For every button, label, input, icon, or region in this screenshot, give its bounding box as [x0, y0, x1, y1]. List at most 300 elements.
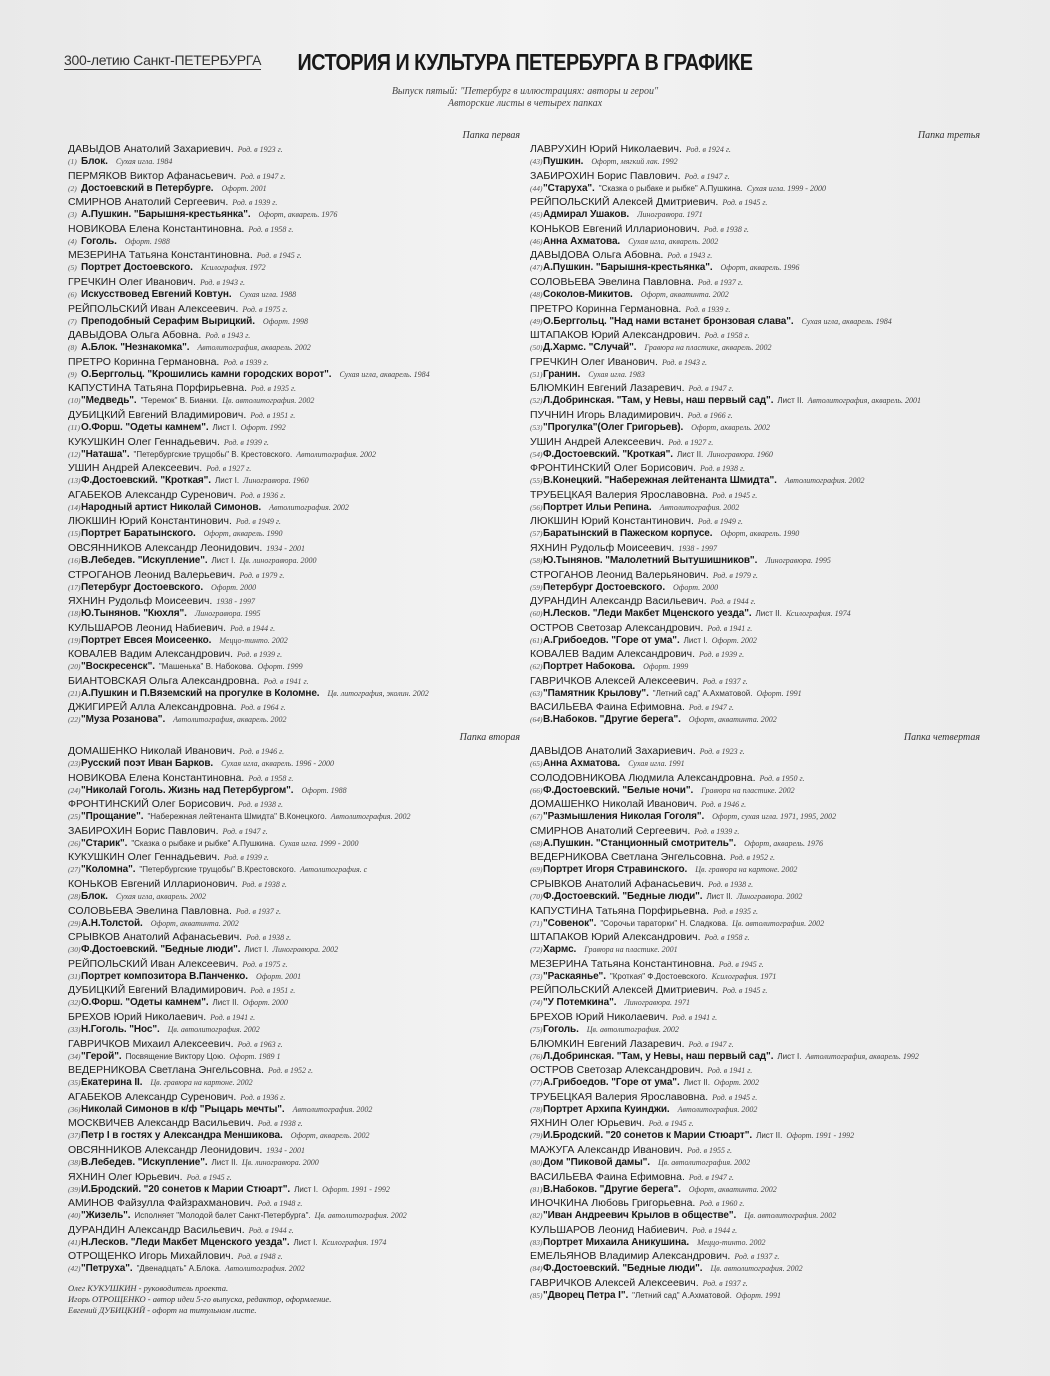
entry-work-line: [68, 1263, 520, 1275]
entry-author-line: [530, 249, 980, 262]
work-note: "Летний сад" А.Ахматовой.: [632, 1290, 732, 1300]
entry-work-line: [530, 289, 980, 301]
entry-work-line: [530, 555, 980, 567]
author-dates: Род. в 1947 г.: [688, 1039, 734, 1049]
work-title: "Николай Гоголь. Жизнь над Петербургом".: [81, 784, 294, 796]
entry-work-line: [530, 891, 980, 903]
work-technique: Цв. автолитография. 2002: [657, 1157, 751, 1167]
author-name: СМИРНОВ Анатолий Сергеевич.: [530, 824, 691, 837]
work-note: "Кроткая" Ф.Достоевского.: [609, 971, 708, 981]
entry-author-line: [530, 745, 980, 758]
work-technique: Офорт. 1999: [257, 662, 303, 672]
work-number: (85): [530, 1290, 543, 1300]
entry-author-line: [68, 1197, 520, 1210]
work-technique: Цв. автолитография. 2002: [586, 1025, 679, 1034]
author-dates: Род. в 1924 г.: [685, 145, 731, 154]
author-name: ЯХНИН Олег Юрьевич.: [530, 1117, 645, 1130]
entry-author-line: [530, 1197, 980, 1210]
author-name: ЗАБИРОХИН Борис Павлович.: [68, 824, 219, 837]
author-dates: Род. в 1941 г.: [210, 1013, 256, 1022]
catalog-entry: [68, 249, 520, 276]
entry-author-line: [530, 825, 980, 838]
author-dates: Род. в 1923 г.: [237, 145, 283, 154]
entry-author-line: [68, 303, 520, 316]
work-number: (19): [68, 635, 81, 645]
work-number: (24): [68, 785, 81, 795]
work-note: "Сорочьи тараторки" Н. Сладкова.: [600, 918, 729, 928]
work-number: (27): [68, 865, 81, 875]
entry-work-line: [530, 342, 980, 354]
work-technique: Цв. автолитография. 2002: [710, 1264, 803, 1274]
author-name: БИАНТОВСКАЯ Ольга Александровна.: [68, 674, 260, 687]
entry-work-line: [68, 1024, 520, 1036]
work-technique: Ксилография. 1974: [321, 1237, 387, 1247]
author-name: ФРОНТИНСКИЙ Олег Борисович.: [68, 798, 234, 811]
work-technique: Линогравюра. 1995: [194, 609, 261, 619]
work-number: (11): [68, 422, 80, 432]
author-dates: Род. в 1963 г.: [237, 1039, 283, 1049]
author-name: ДОМАШЕНКО Николай Иванович.: [530, 798, 698, 811]
entry-work-line: [530, 714, 980, 726]
author-dates: Род. в 1946 г.: [701, 800, 747, 810]
author-dates: Род. в 1936 г.: [240, 490, 286, 500]
author-name: РЕЙПОЛЬСКИЙ Алексей Дмитриевич.: [530, 196, 719, 209]
catalog-entry: [530, 825, 980, 852]
entry-work-line: [530, 449, 980, 461]
entry-author-line: [530, 409, 980, 422]
work-number: (57): [530, 529, 543, 539]
entry-author-line: [68, 905, 520, 918]
author-name: КУКУШКИН Олег Геннадьевич.: [68, 851, 220, 864]
entry-author-line: [530, 772, 980, 785]
author-dates: Род. в 1947 г.: [688, 384, 734, 394]
author-name: БРЕХОВ Юрий Николаевич.: [530, 1011, 669, 1023]
author-name: ГАВРИЧКОВ Алексей Алексеевич.: [530, 674, 699, 687]
work-title: Ф.Достоевский. "Бедные люди".: [81, 944, 241, 956]
author-name: БЛЮМКИН Евгений Лазаревич.: [530, 382, 685, 395]
entry-author-line: [68, 489, 520, 502]
catalog-entry: [530, 648, 980, 675]
entry-author-line: [530, 1038, 980, 1051]
work-number: (48): [530, 289, 543, 299]
entry-work-line: [68, 342, 520, 354]
author-dates: Род. в 1945 г.: [256, 251, 302, 261]
credit-line: Игорь ОТРОЩЕНКО - автор идеи 5-го выпуска, редактор, оформление.: [68, 1294, 332, 1304]
work-title: "Герой".: [81, 1050, 122, 1062]
work-number: (50): [530, 343, 543, 353]
work-number: (35): [68, 1078, 81, 1088]
work-number: (59): [530, 582, 543, 592]
work-number: (3): [68, 210, 77, 220]
work-number: (83): [530, 1237, 543, 1247]
work-title: В.Набоков. "Другие берега".: [543, 714, 681, 726]
entry-author-line: [68, 196, 520, 209]
work-technique: Линогравюра. 1960: [243, 476, 309, 486]
work-technique: Офорт. 1988: [301, 785, 347, 795]
work-technique: Сухая игла. 1988: [239, 289, 297, 299]
entry-author-line: [68, 1064, 520, 1077]
work-number: (25): [68, 812, 81, 822]
work-technique: Офорт. 1991: [735, 1290, 781, 1300]
catalog-entry: [530, 878, 980, 905]
entry-author-line: [530, 382, 980, 395]
author-dates: Род. в 1944 г.: [248, 1225, 294, 1235]
work-title: "Коломна".: [81, 864, 136, 876]
entry-author-line: [68, 1091, 520, 1104]
entry-author-line: [68, 648, 520, 661]
work-title: "Дворец Петра I".: [543, 1289, 629, 1301]
catalog-entry: [530, 1038, 980, 1065]
work-number: (29): [68, 918, 81, 928]
catalog-entry: [530, 931, 980, 958]
entry-author-line: [68, 1117, 520, 1130]
catalog-entry: [68, 1064, 520, 1091]
catalog-entry: [530, 1011, 980, 1038]
work-title: Портрет Евсея Моисеенко.: [81, 634, 212, 646]
work-title: Портрет композитора В.Панченко.: [81, 970, 248, 982]
author-dates: Род. в 1958 г.: [248, 773, 294, 783]
author-name: РЕЙПОЛЬСКИЙ Алексей Дмитриевич.: [530, 984, 719, 997]
author-dates: Род. в 1944 г.: [710, 597, 756, 607]
catalog-entry: [68, 170, 520, 197]
entry-work-line: [530, 758, 980, 770]
work-note: Лист I.: [294, 1184, 319, 1194]
entry-work-line: [68, 758, 520, 770]
entry-work-line: [68, 944, 520, 956]
entry-work-line: [68, 422, 520, 434]
catalog-entry: [530, 329, 980, 356]
work-title: Ф.Достоевский. "Бедные люди".: [543, 891, 703, 903]
work-number: (1): [68, 157, 77, 166]
author-name: БЛЮМКИН Евгений Лазаревич.: [530, 1037, 685, 1050]
work-technique: Офорт. 1991: [756, 688, 802, 698]
work-title: "Размышления Николая Гоголя".: [543, 811, 705, 823]
author-name: ИНОЧКИНА Любовь Григорьевна.: [530, 1197, 696, 1210]
work-number: (67): [530, 812, 543, 822]
author-name: КОВАЛЕВ Вадим Александрович.: [530, 648, 696, 661]
work-title: "Совенок".: [543, 917, 597, 929]
catalog-entry: [68, 1144, 520, 1171]
author-dates: Род. в 1938 г.: [700, 464, 746, 474]
work-note: Лист I.: [244, 945, 269, 955]
page-title: ИСТОРИЯ И КУЛЬТУРА ПЕТЕРБУРГА В ГРАФИКЕ: [297, 49, 753, 75]
entry-author-line: [530, 436, 980, 449]
work-technique: Офорт, акватинта. 2002: [640, 289, 729, 299]
entry-author-line: [530, 958, 980, 971]
work-number: (71): [530, 918, 543, 928]
work-technique: Автолитография. 2002: [225, 1264, 305, 1274]
catalog-entry: [68, 409, 520, 436]
work-title: Достоевский в Петербурге.: [81, 182, 214, 194]
work-note: Посвящение Виктору Цою.: [125, 1051, 226, 1061]
entry-work-line: [530, 395, 980, 407]
entry-work-line: [68, 262, 520, 274]
entry-work-line: [68, 1104, 520, 1116]
catalog-entry: [68, 958, 520, 985]
catalog-entry: [530, 1250, 980, 1277]
author-dates: Род. в 1945 г.: [718, 959, 764, 969]
work-technique: Офорт, акварель. 1990: [203, 529, 283, 539]
work-title: Анна Ахматова.: [543, 758, 621, 770]
work-title: Н.Лесков. "Леди Макбет Мценского уезда".: [81, 1236, 290, 1248]
catalog-entry: [530, 595, 980, 622]
work-title: А.Блок. "Незнакомка".: [81, 342, 190, 354]
author-dates: Род. в 1947 г.: [684, 171, 730, 181]
entry-author-line: [68, 542, 520, 555]
entry-author-line: [68, 436, 520, 449]
right-column: [530, 129, 980, 1304]
entry-author-line: [530, 675, 980, 688]
author-name: ДАВЫДОВ Анатолий Захариевич.: [68, 143, 234, 155]
work-technique: Цв. автолитография. 2002: [732, 918, 825, 928]
author-name: ЛЮКШИН Юрий Константинович.: [530, 515, 694, 528]
work-title: "Старик".: [81, 837, 128, 849]
work-technique: Офорт. 1991 - 1992: [322, 1184, 390, 1194]
work-number: (54): [530, 449, 543, 459]
work-title: И.Бродский. "20 сонетов к Марии Стюарт".: [81, 1183, 291, 1195]
work-technique: Офорт, акварель. 1996: [720, 263, 800, 273]
work-title: Народный артист Николай Симонов.: [81, 501, 262, 513]
work-note: Лист II.: [777, 396, 804, 406]
folder-heading: Папка третья: [917, 130, 980, 141]
work-title: "Памятник Крылову".: [543, 687, 649, 699]
author-dates: Род. в 1948 г.: [237, 1252, 283, 1262]
work-technique: Цв. гравюра на картоне. 2002: [695, 865, 798, 875]
work-title: "Прощание".: [81, 811, 144, 823]
entry-work-line: [68, 997, 520, 1009]
work-technique: Автолитография. с: [299, 865, 368, 875]
work-number: (31): [68, 971, 81, 981]
work-note: Лист II.: [676, 449, 704, 459]
entry-author-line: [68, 984, 520, 997]
work-number: (45): [530, 210, 543, 220]
author-name: ДУБИЦКИЙ Евгений Владимирович.: [68, 408, 247, 421]
entry-work-line: [530, 944, 980, 956]
author-dates: Род. в 1939 г.: [223, 357, 269, 367]
work-technique: Линогравюра. 1995: [765, 555, 831, 565]
entry-author-line: [530, 984, 980, 997]
author-name: СРЫВКОВ Анатолий Афанасьевич.: [68, 931, 243, 944]
credits: [68, 1283, 508, 1316]
work-title: Пушкин.: [543, 156, 584, 167]
catalog-entry: [68, 772, 520, 799]
work-technique: Линогравюра. 1971: [637, 210, 703, 220]
work-number: (68): [530, 838, 543, 848]
work-note: "Набережная лейтенанта Шмидта" В.Конецкого.: [147, 812, 327, 822]
entry-author-line: [68, 249, 520, 262]
work-number: (34): [68, 1051, 81, 1061]
author-dates: Род. в 1945 г.: [722, 198, 768, 208]
entry-author-line: [68, 1250, 520, 1263]
author-name: ПРЕТРО Коринна Германовна.: [530, 302, 682, 315]
author-dates: Род. в 1937 г.: [702, 1278, 748, 1288]
entry-work-line: [68, 316, 520, 328]
author-dates: Род. в 1979 г.: [239, 570, 285, 580]
work-title: Соколов-Микитов.: [543, 288, 633, 300]
work-note: Лист I.: [214, 476, 240, 486]
author-name: ОСТРОВ Светозар Александрович.: [530, 621, 704, 634]
author-dates: 1938 - 1997: [678, 543, 718, 553]
entry-work-line: [530, 502, 980, 514]
subtitle-issue: Выпуск пятый: "Петербург в иллюстрациях: авторы и герои": [391, 86, 659, 97]
work-number: (61): [530, 635, 543, 645]
author-name: ЕМЕЛЬЯНОВ Владимир Александрович.: [530, 1250, 731, 1263]
entry-author-line: [68, 701, 520, 714]
entry-author-line: [68, 1011, 520, 1024]
author-name: ОТРОЩЕНКО Игорь Михайлович.: [68, 1250, 234, 1263]
catalog-entry: [68, 825, 520, 852]
work-technique: Офорт, сухая игла. 1971, 1995, 2002: [712, 812, 837, 822]
author-name: СТРОГАНОВ Леонид Валерьевич.: [68, 568, 236, 581]
entry-work-line: [530, 422, 980, 434]
work-title: О.Форш. "Одеты камнем".: [81, 997, 209, 1009]
work-title: А.Пушкин. "Барышня-крестьянка".: [543, 262, 713, 274]
author-dates: 1934 - 2001: [266, 1145, 305, 1155]
catalog-entry: [68, 569, 520, 596]
work-technique: Сухая игла. 1984: [115, 157, 173, 166]
author-dates: Род. в 1958 г.: [248, 224, 294, 234]
entry-work-line: [530, 1051, 980, 1063]
entry-work-line: [530, 688, 980, 700]
work-title: О.Берггольц. "Над нами встанет бронзовая слава".: [543, 315, 794, 327]
entry-work-line: [530, 582, 980, 594]
work-note: "Теремок" В. Бианки.: [140, 396, 219, 406]
work-title: "Муза Розанова".: [81, 714, 166, 726]
catalog-entry: [68, 1171, 520, 1198]
work-title: "Воскресенск".: [81, 661, 155, 673]
work-title: "Петруха".: [81, 1263, 133, 1275]
work-note: "Петербургские трущобы" В. Крестовского.: [133, 449, 293, 459]
entry-author-line: [68, 462, 520, 475]
entry-work-line: [68, 1130, 520, 1142]
work-technique: Сухая игла, акварель. 2002: [115, 892, 206, 902]
catalog-entry: [68, 1224, 520, 1251]
work-number: (20): [68, 662, 81, 672]
work-title: Петр I в гостях у Александра Меншикова.: [81, 1130, 283, 1142]
catalog-entry: [530, 249, 980, 276]
work-technique: Сухая игла, акварель. 2002: [628, 236, 719, 246]
entry-author-line: [68, 515, 520, 528]
work-technique: Цв. линогравюра. 2000: [239, 555, 317, 565]
entry-author-line: [68, 958, 520, 971]
author-dates: Род. в 1975 г.: [242, 304, 288, 314]
entry-author-line: [68, 622, 520, 635]
work-note: "Петербургские трущобы" В.Крестовского.: [139, 865, 296, 875]
work-title: Портрет Набокова.: [543, 661, 636, 673]
work-note: Исполняет "Молодой балет Санкт-Петербурга".: [134, 1211, 311, 1221]
author-name: ЯХНИН Рудольф Моисеевич.: [68, 595, 213, 608]
catalog-entry: [68, 542, 520, 569]
author-dates: Род. в 1945 г.: [712, 490, 758, 500]
work-technique: Офорт. 1988: [124, 236, 170, 246]
work-technique: Офорт. 2002: [713, 1078, 760, 1088]
author-name: НОВИКОВА Елена Константиновна.: [68, 222, 245, 235]
work-technique: Сухая игла. 1999 - 2000: [279, 838, 359, 848]
work-technique: Сухая игла. 1991: [628, 759, 685, 769]
author-dates: Род. в 1947 г.: [688, 703, 734, 713]
work-note: Лист II.: [683, 1078, 710, 1088]
author-dates: Род. в 1960 г.: [699, 1199, 745, 1209]
catalog-entry: [68, 851, 520, 878]
work-number: (42): [68, 1264, 81, 1274]
entry-author-line: [530, 648, 980, 661]
work-technique: Офорт. 1991 - 1992: [786, 1131, 855, 1141]
author-dates: Род. в 1939 г.: [237, 650, 283, 660]
work-number: (47): [530, 263, 543, 273]
entry-work-line: [68, 1157, 520, 1169]
entry-author-line: [530, 1224, 980, 1237]
author-dates: 1938 - 1997: [216, 597, 256, 607]
author-name: ДАВЫДОВА Ольга Абовна.: [530, 249, 664, 262]
entry-author-line: [530, 489, 980, 502]
catalog-entry: [68, 489, 520, 516]
entry-author-line: [68, 1171, 520, 1184]
entry-author-line: [530, 276, 980, 289]
work-title: Портрет Баратынского.: [81, 528, 196, 540]
catalog-entry: [68, 436, 520, 463]
author-name: НОВИКОВА Елена Константиновна.: [68, 771, 245, 784]
work-number: (79): [530, 1131, 543, 1141]
catalog-entry: [530, 196, 980, 223]
work-title: А.Пушкин и П.Вяземский на прогулке в Коломне.: [81, 687, 320, 699]
entry-author-line: [68, 1038, 520, 1051]
work-title: Портрет Достоевского.: [81, 262, 193, 274]
work-technique: Офорт, акварель. 1990: [720, 529, 800, 539]
author-name: ТРУБЕЦКАЯ Валерия Ярославовна.: [530, 488, 709, 501]
entry-author-line: [530, 462, 980, 475]
work-number: (37): [68, 1131, 81, 1141]
author-name: КУЛЬШАРОВ Леонид Набиевич.: [68, 621, 227, 634]
catalog-entry: [530, 436, 980, 463]
author-dates: Род. в 1966 г.: [687, 410, 733, 420]
work-title: Николай Симонов в к/ф "Рыцарь мечты".: [81, 1103, 285, 1115]
work-technique: Автолитография, акварель. 2002: [197, 343, 311, 353]
entry-author-line: [530, 622, 980, 635]
entry-work-line: [68, 714, 520, 726]
work-technique: Линогравюра. 1960: [707, 449, 773, 459]
entry-author-line: [68, 382, 520, 395]
author-name: ОВСЯННИКОВ Александр Леонидович.: [68, 1143, 263, 1156]
author-dates: Род. в 1947 г.: [688, 1172, 734, 1182]
entry-author-line: [68, 223, 520, 236]
entry-author-line: [530, 1277, 980, 1290]
catalog-entry: [530, 675, 980, 702]
entry-work-line: [68, 183, 520, 195]
work-number: (84): [530, 1264, 543, 1274]
author-name: ЛЮКШИН Юрий Константинович.: [68, 515, 232, 528]
entry-work-line: [68, 1210, 520, 1222]
work-title: Хармс.: [543, 944, 577, 956]
catalog-entry: [530, 1144, 980, 1171]
work-title: Баратынский в Пажеском корпусе.: [543, 528, 713, 540]
entry-author-line: [530, 798, 980, 811]
author-name: ВЕДЕРНИКОВА Светлана Энгельсовна.: [530, 851, 727, 864]
catalog-entry: [530, 1224, 980, 1251]
entry-work-line: [530, 811, 980, 823]
work-title: Блок.: [81, 891, 108, 903]
work-technique: Цв. линогравюра. 2000: [241, 1157, 319, 1167]
work-number: (30): [68, 945, 81, 955]
author-name: ДАВЫДОВА Ольга Абовна.: [68, 329, 202, 342]
work-title: И.Бродский. "20 сонетов к Марии Стюарт".: [543, 1130, 753, 1142]
entry-work-line: [530, 1237, 980, 1249]
work-number: (9): [68, 369, 77, 379]
catalog-entry: [68, 648, 520, 675]
work-number: (81): [530, 1184, 543, 1194]
work-technique: Сухая игла, акварель. 1984: [801, 316, 892, 326]
entry-work-line: [68, 1237, 520, 1249]
catalog-entry: [530, 745, 980, 772]
